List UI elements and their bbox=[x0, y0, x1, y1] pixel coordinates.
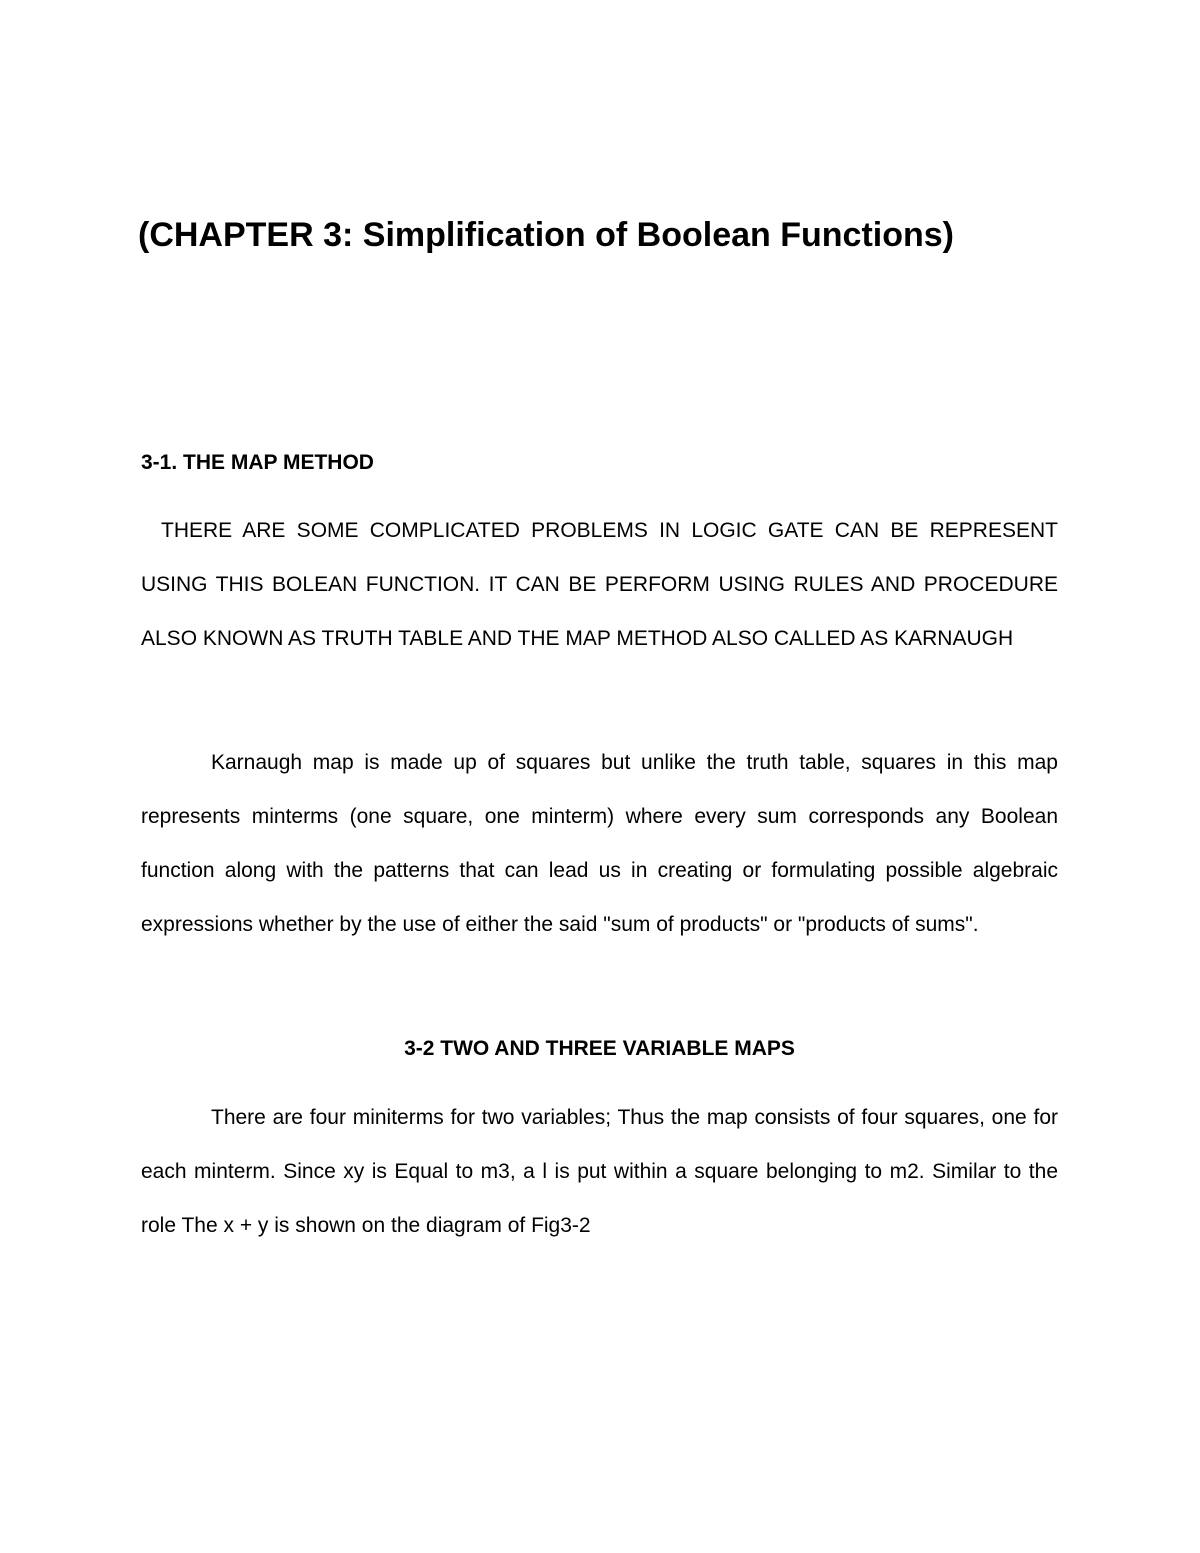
section-heading-two-three-variable-maps: 3-2 TWO AND THREE VARIABLE MAPS bbox=[404, 1037, 795, 1060]
chapter-title: (CHAPTER 3: Simplification of Boolean Functions) bbox=[138, 216, 954, 254]
paragraph-map-method-intro: THERE ARE SOME COMPLICATED PROBLEMS IN LOGIC GATE CAN BE REPRESENT USING THIS BOLEAN FUNCTION. IT CAN BE PERFORM USING RULES AND PROCEDURE ALSO KNOWN AS TRUTH TABLE AND THE MAP METHOD ALSO CALLED AS KARNAUGH bbox=[141, 519, 1058, 650]
paragraph-karnaugh-map: Karnaugh map is made up of squares but unlike the truth table, squares in this map represents minterms (one square, one minterm) where every sum corresponds any Boolean function along with the patterns that can lead us in creating or formulating possible algebraic expressions whether by the use of either the said "sum of products" or "products of sums". bbox=[141, 751, 1058, 936]
section-heading-map-method: 3-1. THE MAP METHOD bbox=[141, 451, 374, 474]
paragraph-two-variable-maps: There are four miniterms for two variables; Thus the map consists of four squares, one for each minterm. Since xy is Equal to m3, a l is put within a square belonging to m2. Similar to the role The x + y is shown on the diagram of Fig3-2 bbox=[141, 1106, 1058, 1237]
